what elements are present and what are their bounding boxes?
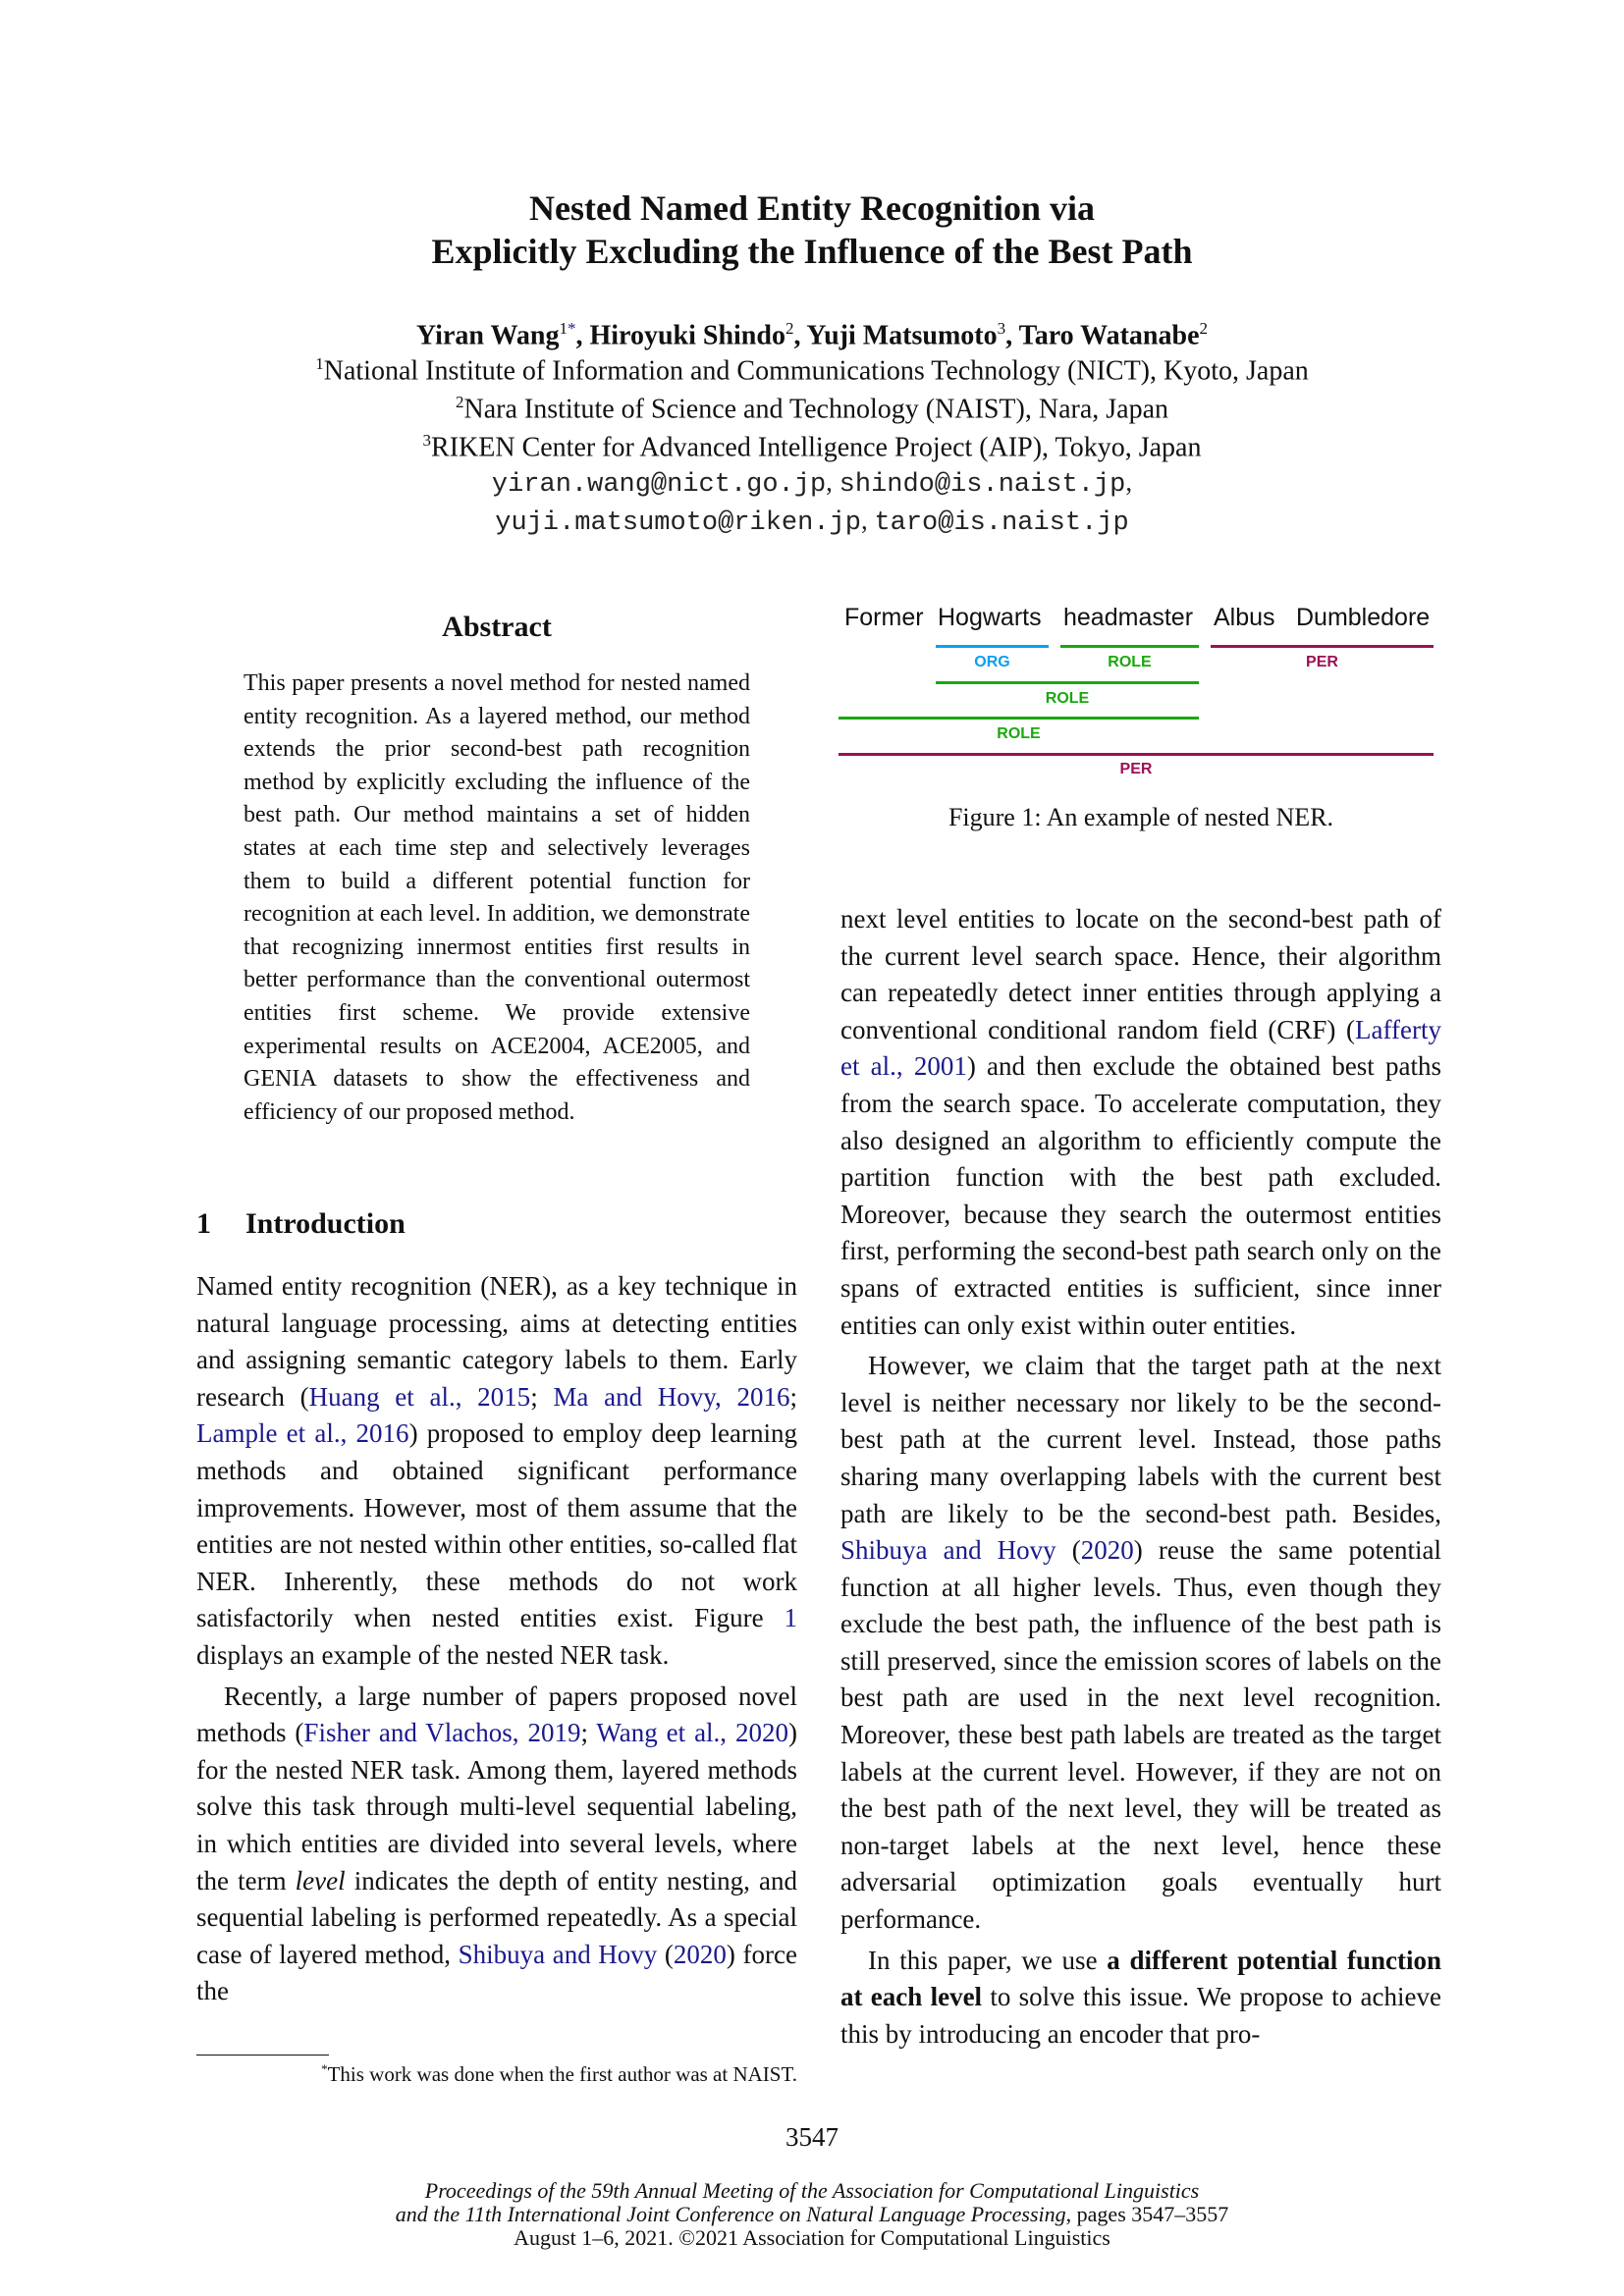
citation-link[interactable]: Huang et al., 2015 <box>308 1381 531 1412</box>
citation-link[interactable]: Shibuya and Hovy <box>840 1535 1056 1566</box>
entity-label-role: ROLE <box>1045 690 1090 707</box>
author-name: Hiroyuki Shindo <box>589 320 785 351</box>
footnote <box>196 2061 797 2087</box>
affil-sup: 1 <box>315 354 324 373</box>
author-affil-sup: 1 <box>559 319 568 338</box>
paragraph: Recently, a large number of papers proposed novel methods (Fisher and Vlachos, 2019; Wang et al., 2020) for the nested NER task. Among them, layered methods solve this task through multi-level sequential labeling, in which entities are divided into several levels, where the term level indicates the depth of entity nesting, and sequential labeling is performed repeatedly. As a special case of layered method, Shibuya and Hovy (2020) force the <box>196 1681 797 2006</box>
entity-label-role: ROLE <box>1108 654 1152 670</box>
citation-link[interactable]: Wang et al., 2020 <box>596 1718 788 1748</box>
affiliation-3 <box>0 424 1624 464</box>
entity-span-line-per <box>839 753 1434 756</box>
section-number: 1 <box>196 1207 211 1240</box>
author-separator: , <box>575 320 590 351</box>
email-line-2: yuji.matsumoto@riken.jp, taro@is.naist.jp <box>495 506 1129 538</box>
entity-span-line-org <box>936 645 1049 648</box>
footnote-rule <box>196 2055 329 2056</box>
entity-label-role: ROLE <box>997 725 1041 742</box>
paragraph: In this paper, we use a different potential function at each level to solve this issue. We propose to achieve this by introducing an encoder that pro- <box>840 1945 1441 2049</box>
author-affil-sup: 2 <box>785 319 794 338</box>
footnote-marker-link[interactable]: * <box>567 319 576 338</box>
right-column-body <box>840 901 1441 2053</box>
author-separator: , <box>1005 320 1019 351</box>
figure-token: Hogwarts <box>938 604 1042 631</box>
author-affil-sup: 2 <box>1199 319 1208 338</box>
proceedings-line-1: Proceedings of the 59th Annual Meeting of the Association for Computational Linguistics <box>424 2178 1200 2203</box>
author-separator: , <box>793 320 807 351</box>
affil-text: National Institute of Information and Communications Technology (NICT), Kyoto, Japan <box>323 355 1309 387</box>
entity-span-line-role <box>936 681 1199 684</box>
author-name: Yiran Wang <box>415 320 560 351</box>
citation-link[interactable]: 2020 <box>673 1939 727 1969</box>
citation-link[interactable]: 2020 <box>1080 1535 1134 1566</box>
entity-span-line-role <box>1060 645 1199 648</box>
figure-token: Dumbledore <box>1296 604 1431 631</box>
proceedings-footer <box>0 2179 1624 2250</box>
affiliation-2 <box>0 386 1624 426</box>
citation-link[interactable]: Ma and Hovy, 2016 <box>553 1381 790 1412</box>
proceedings-line-3: August 1–6, 2021. ©2021 Association for Computational Linguistics <box>514 2225 1110 2250</box>
figure-token: Former <box>844 604 924 631</box>
entity-label-per: PER <box>1306 654 1338 670</box>
figure-token: Albus <box>1214 604 1275 631</box>
affil-sup: 3 <box>422 431 432 450</box>
figure-caption: Figure 1: An example of nested NER. <box>947 803 1334 831</box>
email-address: shindo@is.naist.jp <box>839 470 1126 500</box>
citation-link[interactable]: Lample et al., 2016 <box>196 1418 409 1449</box>
entity-span-line-per <box>1211 645 1434 648</box>
figure-ref-link[interactable]: 1 <box>784 1603 797 1633</box>
footnote-mark: * <box>321 2061 328 2076</box>
affil-text: RIKEN Center for Advanced Intelligence Project (AIP), Tokyo, Japan <box>431 432 1202 463</box>
paragraph: next level entities to locate on the second-best path of the current level search space. Hence, their algorithm can repeatedly detect inner entities through applying a conventional conditional random field (CRF) (Lafferty et al., 2001) and then exclude the obtained best paths from the search space. To accelerate computation, they also designed an algorithm to efficiently compute the partition function with the best path excluded. Moreover, because they search the outermost entities first, performing the second-best path search only on the spans of extracted entities is sufficient, since inner entities can only exist within outer entities. <box>840 904 1441 1340</box>
paragraph: However, we claim that the target path at the next level is neither necessary nor likely to be the second-best path at the current level. Instead, those paths sharing many overlapping labels with the current best path are likely to be the second-best path. Besides, Shibuya and Hovy (2020) reuse the same potential function at all higher levels. Thus, even though they exclude the best path, the influence of the best path is still preserved, since the emission scores of labels on the best path are used in the next level recognition. Moreover, these best path labels are treated as the target labels at the current level. However, if they are not on the best path of the next level, they will be treated as non-target labels at the next level, hence these adversarial optimization goals eventually hurt performance. <box>840 1351 1442 1935</box>
title-line-2: Explicitly Excluding the Influence of the Best Path <box>431 232 1193 271</box>
title-line-1: Nested Named Entity Recognition via <box>529 188 1095 228</box>
email-address: taro@is.naist.jp <box>874 508 1129 538</box>
entity-label-org: ORG <box>974 654 1010 670</box>
entity-label-per: PER <box>1119 761 1153 777</box>
author-name: Taro Watanabe <box>1018 320 1200 351</box>
bold-emphasis: a different potential function at each level <box>840 1945 1441 2012</box>
email-address: yiran.wang@nict.go.jp <box>491 470 827 500</box>
footnote-text: This work was done when the first author was at NAIST. <box>327 2062 797 2086</box>
affil-text: Nara Institute of Science and Technology (NAIST), Nara, Japan <box>463 394 1168 425</box>
author-affil-sup: 3 <box>997 319 1006 338</box>
page-number: 3547 <box>785 2122 839 2152</box>
affiliation-1 <box>0 347 1624 388</box>
section-heading <box>196 1207 406 1241</box>
affil-sup: 2 <box>456 393 464 411</box>
abstract-heading: Abstract <box>442 611 552 643</box>
paragraph: Named entity recognition (NER), as a key technique in natural language processing, aims at detecting entities and assigning semantic category labels to them. Early research (Huang et al., 2015; Ma and Hovy, 2016; Lample et al., 2016) proposed to employ deep learning methods and obtained significant performance improvements. However, most of them assume that the entities are not nested within other entities, so-called flat NER. Inherently, these methods do not work satisfactorily when nested entities exist. Figure 1 displays an example of the nested NER task. <box>196 1271 797 1670</box>
paper-title <box>0 187 1624 273</box>
proceedings-line-2: and the 11th International Joint Conference on Natural Language Processing, pages 3547–3557 <box>395 2202 1229 2226</box>
abstract-body: This paper presents a novel method for nested named entity recognition. As a layered method, our method extends the prior second-best path recognition method by explicitly excluding the influence of the best path. Our method maintains a set of hidden states at each time step and selectively leverages them to build a different potential function for recognition at each level. In addition, we demonstrate that recognizing innermost entities first results in better performance than the conventional outermost entities first scheme. We provide extensive experimental results on ACE2004, ACE2005, and GENIA datasets to show the effectiveness and efficiency of our proposed method. <box>244 670 750 1125</box>
author-name: Yuji Matsumoto <box>806 320 998 351</box>
citation-link[interactable]: Shibuya and Hovy <box>458 1939 658 1969</box>
entity-span-line-role <box>839 717 1199 720</box>
email-line-1: yiran.wang@nict.go.jp, shindo@is.naist.jp, <box>491 467 1133 500</box>
figure-token: headmaster <box>1063 604 1194 631</box>
citation-link[interactable]: Fisher and Vlachos, 2019 <box>303 1718 581 1748</box>
left-column-body <box>196 1268 797 2010</box>
email-address: yuji.matsumoto@riken.jp <box>495 508 861 538</box>
emphasis: level <box>295 1865 346 1896</box>
section-title: Introduction <box>245 1207 406 1240</box>
citation-link[interactable]: Lafferty et al., 2001 <box>840 1014 1441 1082</box>
